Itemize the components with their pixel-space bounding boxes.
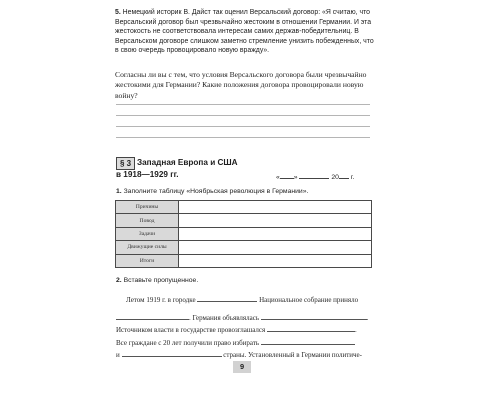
table-row [116,227,372,240]
section-header [116,157,371,181]
fill-line-4 [116,337,374,348]
fill-text: . [366,314,369,322]
page-number: 9 [233,361,251,373]
row-label-driving-forces: Движущие силы [116,241,179,254]
row-label-causes: Причины [116,201,179,214]
table-row [116,241,372,254]
fill-blank[interactable] [116,312,189,320]
fill-text: страны. Установленный в Германии политиче- [223,351,362,359]
question-5-prompt: Согласны ли вы с тем, что условия Версальского договора были чрезвычайно жестокими для Германии? Какие положения договора провоцировали новую войну? [115,70,367,100]
task-1-instruction [116,187,308,196]
table-answer-cell[interactable] [179,227,372,240]
date-field [276,171,354,182]
task-1-text: Заполните таблицу «Ноябрьская революция в Германии». [123,188,309,195]
fill-text: Все граждане с 20 лет получили право избирать [116,339,260,347]
table-answer-cell[interactable] [179,241,372,254]
question-5-quote [115,8,377,56]
table-row [116,254,372,267]
fill-blank[interactable] [122,349,222,357]
table-answer-cell[interactable] [179,214,372,227]
fill-text: Источником власти в государстве провозглашался [116,326,266,334]
task-1-number: 1. [116,188,122,195]
fill-text: Летом 1919 г. в городке [126,296,196,304]
date-month-blank[interactable] [299,171,329,179]
fill-line-1 [116,294,374,305]
answer-line[interactable] [116,104,370,105]
task-2-number: 2. [116,277,122,284]
section-title-line-1: Западная Европа и США [137,158,238,167]
fill-blank[interactable] [261,337,355,345]
fill-text: и [116,351,120,359]
row-label-goals: Задачи [116,227,179,240]
task-2-text: Вставьте пропущенное. [123,277,199,284]
fill-line-3 [116,324,374,335]
table-answer-cell[interactable] [179,201,372,214]
section-title-line-2: в 1918—1929 гг. [116,170,179,179]
fill-blank[interactable] [197,294,257,302]
date-open-quote: « [276,174,280,181]
fill-text: . [355,326,357,334]
date-year: 20 [331,174,339,181]
answer-line[interactable] [116,126,370,127]
table-answer-cell[interactable] [179,254,372,267]
question-5-text: Немецкий историк В. Дайст так оценил Версальский договор: «Я считаю, что Версальский договор был чрезвычайно жестоким в отношении Германии. И эта жестокость не соответствовала интересам самих держав-победительниц. В Версальском договоре слишком заметно стремление унизить побежденных, что в свою очередь провоцировало новую вражду». [115,9,374,55]
fill-blank[interactable] [267,324,355,332]
answer-line[interactable] [116,137,370,138]
date-suffix: г. [350,174,355,181]
fill-line-5 [116,349,374,360]
fill-line-2 [116,312,374,323]
fill-text: Национальное собрание приняло [259,296,359,304]
row-label-pretext: Повод [116,214,179,227]
row-label-results: Итоги [116,254,179,267]
date-close-quote: » [293,174,298,181]
answer-line[interactable] [116,115,370,116]
revolution-table [115,200,372,268]
question-5-number: 5. [115,9,121,16]
table-row [116,201,372,214]
fill-blank[interactable] [261,312,367,320]
date-year-blank[interactable] [339,171,349,179]
fill-text: . Германия объявлялась [189,314,260,322]
date-day-blank[interactable] [280,171,294,179]
task-2-instruction [116,276,198,285]
section-badge: § 3 [116,157,135,170]
table-row [116,214,372,227]
